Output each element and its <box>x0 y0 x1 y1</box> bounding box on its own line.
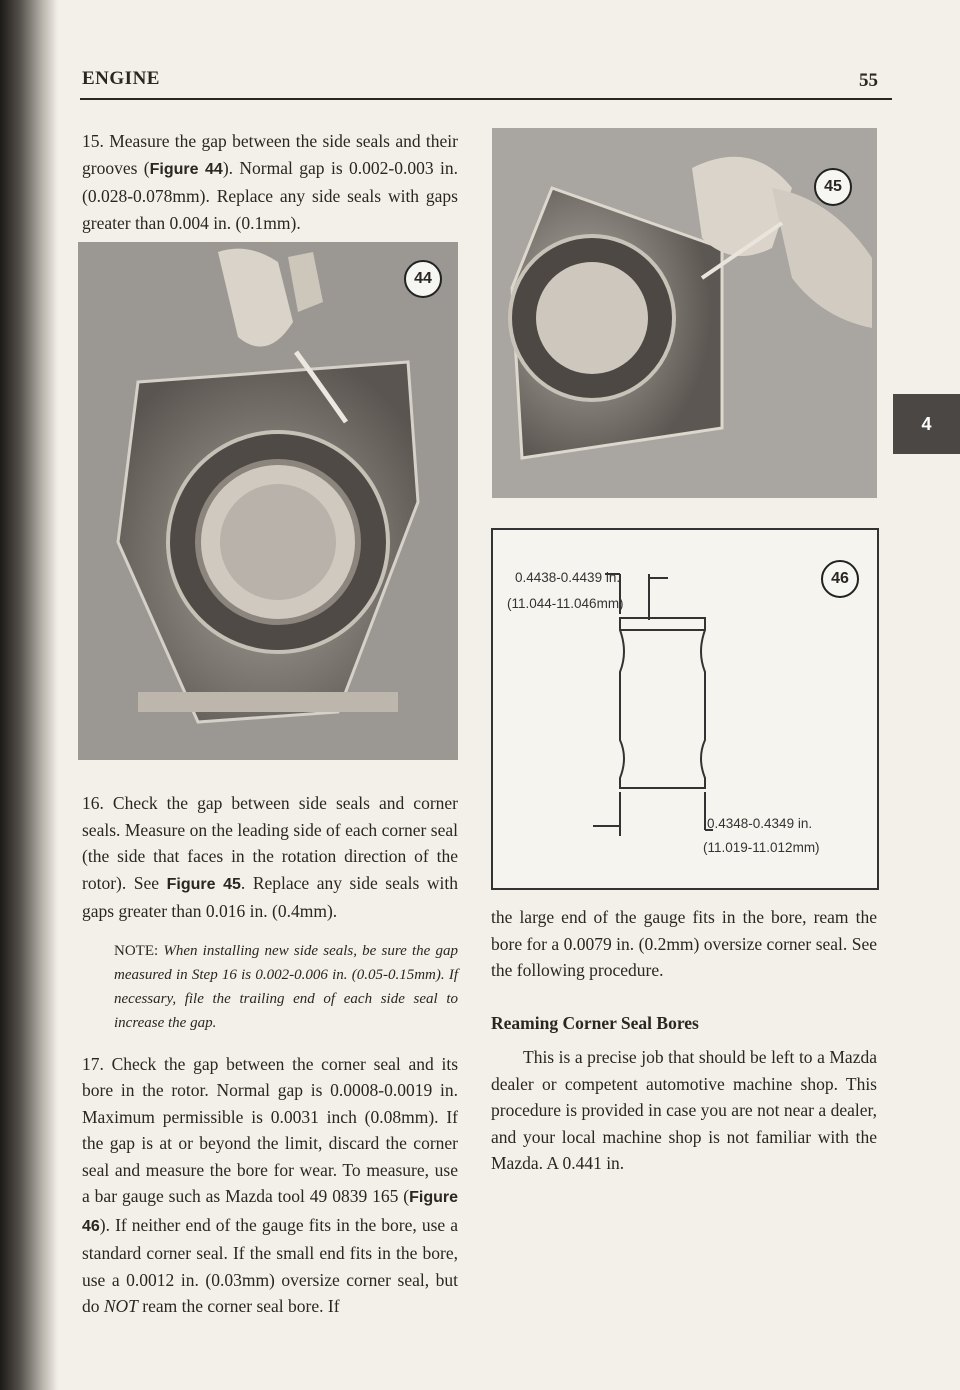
chapter-tab: 4 <box>893 394 960 454</box>
rotor-feeler-gauge-illustration <box>78 242 458 760</box>
figure-44-badge: 44 <box>404 260 442 298</box>
header-rule <box>80 98 892 100</box>
top-dimension-mm: (11.044-11.046mm) <box>507 596 624 611</box>
step-17-text-end: ream the corner seal bore. If <box>137 1296 340 1316</box>
page-number: 55 <box>859 70 878 91</box>
step-17-continuation: the large end of the gauge fits in the bore, ream the bore for a 0.0079 in. (0.2mm) oversize corner seal. See the following procedure. <box>491 907 877 980</box>
page-binding-shadow <box>0 0 58 1390</box>
step-17-text-rest: ). If neither end of the gauge fits in the bore, use a standard corner seal. If the small end fits in the bore, use a 0.0012 in. (0.03mm) oversize corner seal, but do <box>82 1214 458 1316</box>
running-header-section: ENGINE <box>82 68 160 89</box>
figure-45-photo <box>492 128 877 498</box>
step-17-text: 17. Check the gap between the corner seal and its bore in the rotor. Normal gap is 0.0008-0.0019 in. Maximum permissible is 0.0031 inch (0.08mm). If the gap is at or beyond the limit, discard the corner seal and measure the bore for wear. To measure, use a bar gauge such as Mazda tool 49 0839 165 ( <box>82 1053 458 1206</box>
note-paragraph <box>114 939 458 1035</box>
step-15-text: 15. Measure the gap between the side seals and their grooves ( <box>82 131 458 178</box>
figure-46-bar-gauge-diagram <box>491 528 879 890</box>
figure-44-reference: Figure 44 <box>149 160 223 178</box>
step-15-text-rest: ). Normal gap is 0.002-0.003 in. (0.028-0.078mm). Replace any side seals with gaps greater than 0.004 in. (0.1mm). <box>82 157 458 233</box>
top-dimension-inches: 0.4438-0.4439 in. <box>515 570 621 585</box>
steps-16-17-block <box>82 790 458 1320</box>
step-16-paragraph <box>82 790 458 925</box>
figure-45-reference: Figure 45 <box>166 875 241 893</box>
step-17-paragraph <box>82 1051 458 1320</box>
bottom-dimension-mm: (11.019-11.012mm) <box>703 840 820 855</box>
step-17-emphasis: NOT <box>103 1296 138 1316</box>
bottom-dimension-inches: 0.4348-0.4349 in. <box>707 816 813 831</box>
figure-45-badge: 45 <box>814 168 852 206</box>
note-text: When installing new side seals, be sure the gap measured in Step 16 is 0.002-0.006 in. (0.05-0.15mm). If necessary, file the trailing end of each side seal to increase the gap. <box>114 942 458 1031</box>
step-16-text: 16. Check the gap between side seals and corner seals. Measure on the leading side of each corner seal (the side that faces in the rotation direction of the rotor). See <box>82 793 458 893</box>
figure-44-photo <box>78 242 458 760</box>
step-15-paragraph <box>82 128 458 236</box>
figure-46-reference: Figure 46 <box>82 1189 458 1235</box>
figure-46-badge: 46 <box>821 560 859 598</box>
note-label: NOTE: <box>114 942 164 959</box>
section-heading-reaming: Reaming Corner Seal Bores <box>491 1012 699 1033</box>
step-15-block <box>82 128 458 236</box>
right-column-text <box>491 904 877 1177</box>
step-16-text-rest: . Replace any side seals with gaps greater than 0.016 in. (0.4mm). <box>82 872 458 921</box>
reaming-paragraph: This is a precise job that should be left to a Mazda dealer or competent automotive machine shop. This procedure is provided in case you are not near a dealer, and your local machine shop is not familiar with the Mazda. A 0.441 in. <box>491 1047 877 1173</box>
